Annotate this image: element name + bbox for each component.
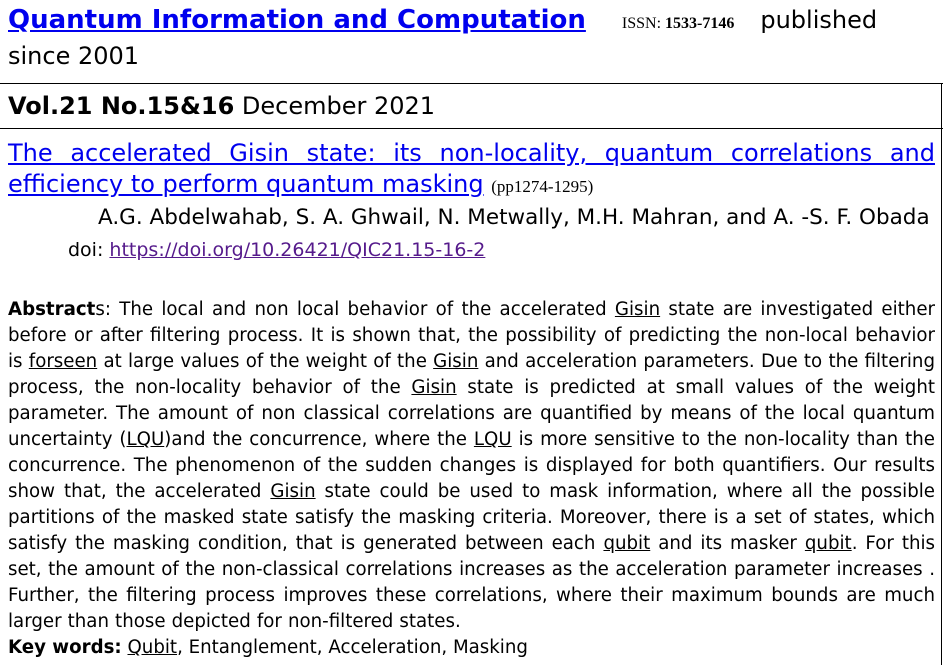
article-title-line bbox=[8, 138, 935, 202]
abstract-text: state is predicted at small values of the weight parameter. The amount of non classical correlations are quantified by means of the local quantum uncertainty ( bbox=[8, 377, 935, 450]
abstract-text: state are investigated either before or after filtering process. It is shown that, the possibility of predicting the non-local behavior is bbox=[8, 299, 935, 372]
doi-label: doi: bbox=[68, 239, 104, 261]
journal-header bbox=[0, 4, 943, 73]
abstract-term: forseen bbox=[28, 351, 98, 372]
abstract-text: is more sensitive to the non-locality than the concurrence. The phenomenon of the sudden changes is displayed for both quantifiers. Our results show that, the accelerated bbox=[8, 429, 935, 502]
abstract-term: qubit bbox=[603, 533, 651, 554]
article-entry bbox=[0, 138, 943, 264]
published-since: published since 2001 bbox=[8, 6, 878, 70]
abstract-term: Gisin bbox=[614, 299, 661, 320]
doi-link[interactable]: https://doi.org/10.26421/QIC21.15-16-2 bbox=[109, 239, 486, 261]
abstract-text: )and the concurrence, where the bbox=[164, 429, 474, 450]
divider-issue bbox=[0, 128, 943, 129]
abstract-text: The local and non local behavior of the accelerated bbox=[110, 299, 615, 320]
issue-date: December 2021 bbox=[241, 92, 436, 120]
keywords-label: Key words: bbox=[8, 637, 122, 658]
abstract-text: . For this set, the amount of the non-classical correlations increases as the acceleration parameter increases . Further, the filtering process improves these correlations, where their maximum bounds are much larger than those depicted for non-filtered states. bbox=[8, 533, 936, 632]
abstract-text: state could be used to mask information, where all the possible partitions of the masked state satisfy the masking criteria. Moreover, there is a set of states, which satisfy the masking condition, that is generated between each bbox=[8, 481, 935, 554]
abstract-term: LQU bbox=[473, 429, 512, 450]
abstract-term: Gisin bbox=[433, 351, 479, 372]
issn bbox=[622, 15, 734, 32]
keywords bbox=[0, 635, 943, 661]
keywords-rest: , Entanglement, Acceleration, Masking bbox=[177, 637, 528, 658]
abstract-text: and its masker bbox=[650, 533, 805, 554]
keyword-qubit: Qubit bbox=[127, 637, 178, 658]
abstract-term: Gisin bbox=[270, 481, 316, 502]
article-authors: A.G. Abdelwahab, S. A. Ghwail, N. Metwally, M.H. Mahran, and A. -S. F. Obada bbox=[98, 205, 930, 230]
abstract bbox=[0, 297, 943, 635]
article-pages: (pp1274-1295) bbox=[491, 177, 594, 196]
issn-label: ISSN: bbox=[621, 15, 662, 32]
article-doi bbox=[8, 236, 935, 264]
abstract-text: at large values of the weight of the bbox=[97, 351, 434, 372]
abstract-term: LQU bbox=[126, 429, 165, 450]
abstract-label: Abstract bbox=[8, 299, 96, 320]
issn-value: 1533-7146 bbox=[665, 15, 735, 32]
journal-title-link[interactable]: Quantum Information and Computation bbox=[8, 5, 586, 35]
abstract-term: Gisin bbox=[411, 377, 457, 398]
abstract-term: qubit bbox=[804, 533, 852, 554]
article-title-link[interactable]: The accelerated Gisin state: its non-locality, quantum correlations and efficiency to perform quantum masking bbox=[8, 139, 935, 198]
issue-volume: Vol.21 No.15&16 bbox=[8, 92, 235, 120]
divider-top bbox=[0, 83, 943, 84]
abstract-label-tail: s: bbox=[95, 299, 111, 320]
issue-heading bbox=[0, 89, 943, 123]
abstract-text: and acceleration parameters. Due to the filtering process, the non-locality behavior of the bbox=[8, 351, 935, 398]
